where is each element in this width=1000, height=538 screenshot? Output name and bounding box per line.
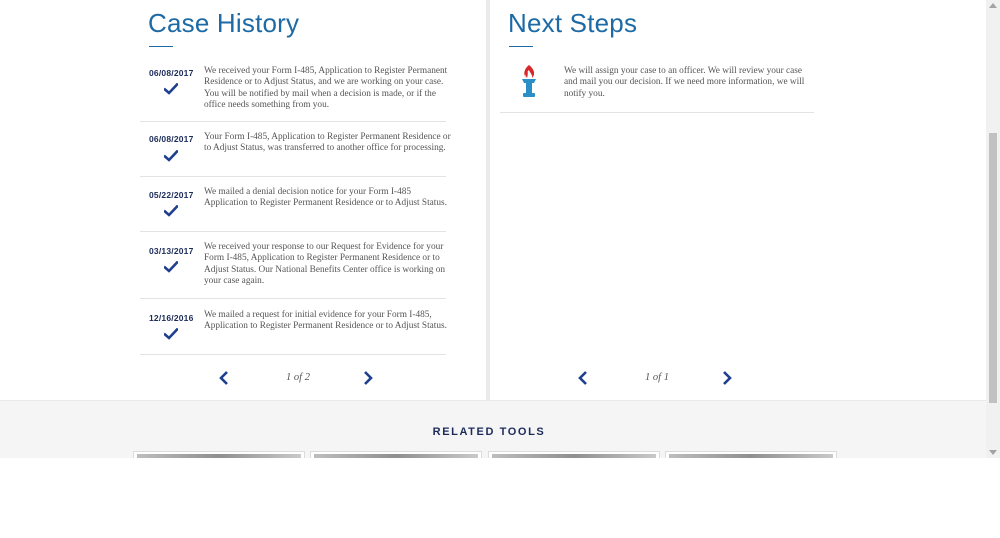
checkmark-icon	[164, 83, 178, 95]
related-tool-image	[492, 454, 656, 458]
history-item	[140, 177, 446, 232]
checkmark-icon	[164, 261, 178, 273]
history-item	[140, 62, 446, 122]
related-tool-card[interactable]	[665, 451, 837, 458]
related-tool-card[interactable]	[488, 451, 660, 458]
related-tool-image	[314, 454, 478, 458]
related-tool-card[interactable]	[310, 451, 482, 458]
case-history-page-indicator: 1 of 2	[286, 372, 310, 383]
history-date: 06/08/2017	[149, 68, 194, 78]
history-text: We received your response to our Request for Evidence for your Form I-485, Application to Register Permanent Residence or to Adjust Status. Our National Benefits Center office is working on your case again.	[204, 242, 445, 286]
next-steps-text: We will assign your case to an officer. We will review your case and mail you our decision. If we need more information, we will notify you.	[564, 66, 805, 99]
history-date: 03/13/2017	[149, 246, 194, 256]
scroll-down-arrow-icon[interactable]	[989, 450, 997, 455]
case-history-title: Case History	[148, 8, 300, 38]
history-date: 06/08/2017	[149, 134, 194, 144]
related-tool-card[interactable]	[133, 451, 305, 458]
torch-icon	[518, 64, 540, 100]
related-tools-section	[0, 400, 986, 458]
related-tool-image	[137, 454, 301, 458]
related-tools-title: RELATED TOOLS	[432, 426, 546, 438]
related-tool-image	[669, 454, 833, 458]
checkmark-icon	[164, 328, 178, 340]
checkmark-icon	[164, 205, 178, 217]
panel-divider	[486, 0, 490, 400]
history-text: We mailed a denial decision notice for your Form I-485 Application to Register Permanent Residence or to Adjust Status.	[204, 187, 447, 209]
next-steps-item	[500, 54, 814, 113]
next-steps-title: Next Steps	[508, 8, 638, 38]
history-date: 12/16/2016	[149, 313, 194, 323]
checkmark-icon	[164, 150, 178, 162]
history-text: We mailed a request for initial evidence for your Form I-485, Application to Register Permanent Residence or to Adjust Status.	[204, 310, 447, 332]
history-date: 05/22/2017	[149, 190, 194, 200]
history-item	[140, 122, 451, 177]
chevron-right-icon[interactable]	[361, 370, 375, 386]
scrollbar-thumb[interactable]	[989, 133, 997, 403]
next-steps-title-rule	[509, 46, 533, 47]
chevron-right-icon[interactable]	[720, 370, 734, 386]
history-text: Your Form I-485, Application to Register Permanent Residence or to Adjust Status, was transferred to another office for processing.	[204, 132, 451, 154]
vertical-scrollbar[interactable]	[986, 0, 1000, 458]
case-history-title-rule	[149, 46, 173, 47]
next-steps-page-indicator: 1 of 1	[645, 372, 669, 383]
history-item	[140, 299, 446, 355]
scroll-up-arrow-icon[interactable]	[989, 3, 997, 8]
chevron-left-icon[interactable]	[576, 370, 590, 386]
history-text: We received your Form I-485, Application to Register Permanent Residence or to Adjust Status, and we are working on your case. You will be notified by mail when a decision is made, or if the office needs something from you.	[204, 66, 448, 110]
chevron-left-icon[interactable]	[217, 370, 231, 386]
history-item	[140, 232, 446, 299]
